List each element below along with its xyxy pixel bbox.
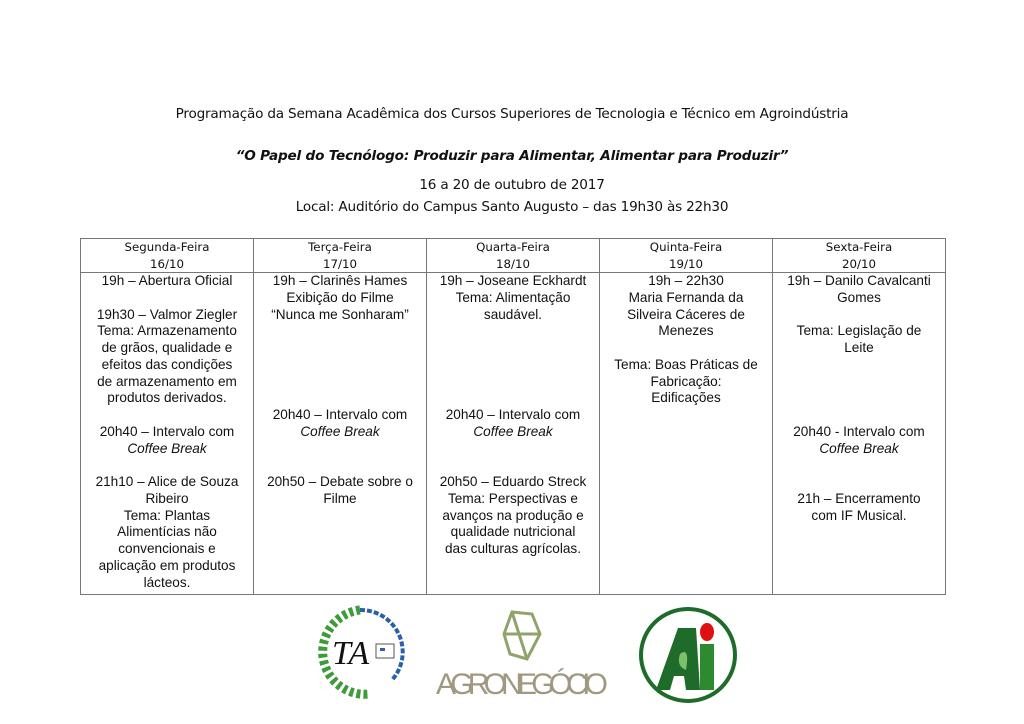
program-line: de armazenamento em [97, 373, 237, 389]
day-name: Terça-Feira [308, 240, 372, 254]
blank-line [254, 357, 426, 374]
program-line: Edificações [651, 390, 721, 406]
program-line: 20h50 – Debate sobre o [267, 474, 413, 489]
program-line: Maria Fernanda da [628, 289, 744, 305]
blank-line [81, 407, 253, 424]
ai-logo [638, 606, 738, 704]
program-line: Ribeiro [145, 490, 189, 506]
blank-line [254, 340, 426, 357]
program-line: Filme [323, 490, 357, 506]
program-line: Gomes [837, 289, 881, 305]
schedule-table [80, 238, 946, 595]
day-program [600, 273, 773, 595]
program-line: 19h – Clarinês Hames [272, 273, 408, 288]
schedule-body-row [81, 273, 946, 595]
ta-logo [310, 602, 410, 702]
day-date: 17/10 [323, 256, 357, 271]
blank-line [81, 457, 253, 474]
day-name: Quinta-Feira [649, 240, 723, 254]
agronegocio-logo [432, 604, 612, 700]
blank-line [254, 374, 426, 391]
program-line: Coffee Break [473, 423, 553, 439]
blank-line [254, 390, 426, 407]
event-theme: “O Papel do Tecnólogo: Produzir para Alimentar, Alimentar para Produzir” [235, 148, 789, 164]
program-line: Coffee Break [127, 440, 207, 456]
program-line: 19h – Danilo Cavalcanti [787, 273, 931, 288]
program-line: qualidade nutricional [450, 524, 576, 540]
blank-line [427, 390, 599, 407]
day-name: Sexta-Feira [825, 240, 893, 254]
program-line: avanços na produção e [442, 507, 584, 523]
program-line: Tema: Perspectivas e [448, 490, 578, 506]
program-line: “Nunca me Sonharam” [271, 306, 409, 322]
program-line: de grãos, qualidade e [101, 340, 233, 355]
program-line: 20h40 – Intervalo com [445, 407, 581, 422]
program-line: 20h50 – Eduardo Streck [439, 474, 587, 489]
program-line: 20h40 – Intervalo com [99, 423, 235, 439]
day-header [600, 239, 773, 273]
program-line: Exibição do Filme [286, 289, 394, 305]
program-line: Menezes [658, 323, 714, 339]
day-program [427, 273, 600, 595]
program-line: Tema: Armazenamento [97, 323, 237, 339]
blank-line [773, 407, 945, 424]
program-line: Tema: Alimentação [455, 289, 571, 305]
blank-line [773, 374, 945, 391]
blank-line [600, 340, 772, 357]
program-line: efeitos das condições [101, 356, 233, 372]
program-line: produtos derivados. [107, 390, 227, 406]
blank-line [427, 340, 599, 357]
program-line: lácteos. [143, 574, 191, 590]
agronegocio-logo-text: AGRONEGÓCIO [436, 668, 608, 700]
day-header [427, 239, 600, 273]
blank-line [427, 374, 599, 391]
blank-line [254, 323, 426, 340]
program-line: Coffee Break [300, 423, 380, 439]
blank-line [81, 290, 253, 307]
day-program [254, 273, 427, 595]
program-line: com IF Musical. [811, 507, 907, 523]
event-location: Local: Auditório do Campus Santo Augusto – das 19h30 às 22h30 [295, 199, 729, 215]
program-line: 19h30 – Valmor Ziegler [96, 306, 238, 322]
program-line: Tema: Legislação de [796, 323, 922, 339]
program-line: Tema: Plantas [123, 507, 211, 523]
program-line: Leite [844, 340, 874, 355]
day-header [773, 239, 946, 273]
day-date: 20/10 [842, 256, 876, 271]
program-line: aplicação em produtos [98, 557, 236, 573]
program-line: 19h – Abertura Oficial [101, 273, 233, 288]
program-line: 19h – Joseane Eckhardt [439, 273, 587, 288]
blank-line [427, 323, 599, 340]
program-line: 19h – 22h30 [648, 273, 724, 288]
program-line: Fabricação: [650, 373, 722, 389]
day-name: Quarta-Feira [476, 240, 550, 254]
day-name: Segunda-Feira [124, 240, 210, 254]
day-date: 18/10 [496, 256, 530, 271]
blank-line [773, 357, 945, 374]
program-line: Coffee Break [819, 440, 899, 456]
program-line: Alimentícias não [117, 524, 217, 540]
blank-line [254, 457, 426, 474]
program-line: saudável. [483, 306, 543, 322]
day-header [81, 239, 254, 273]
program-line: convencionais e [118, 541, 216, 556]
document-title: Programação da Semana Acadêmica dos Cursos Superiores de Tecnologia e Técnico em Agroindústria [175, 106, 849, 122]
day-program [773, 273, 946, 595]
blank-line [773, 307, 945, 324]
blank-line [427, 457, 599, 474]
program-line: Silveira Cáceres de [627, 306, 745, 322]
program-line: das culturas agrícolas. [444, 541, 581, 556]
blank-line [773, 457, 945, 474]
day-date: 16/10 [150, 256, 184, 271]
day-date: 19/10 [669, 256, 703, 271]
day-header [254, 239, 427, 273]
ta-logo-text: TA [332, 635, 370, 672]
blank-line [427, 357, 599, 374]
blank-line [254, 441, 426, 458]
program-line: 21h10 – Alice de Souza [95, 474, 239, 489]
program-line: 20h40 – Intervalo com [272, 407, 408, 422]
program-line: 20h40 - Intervalo com [793, 423, 925, 439]
blank-line [773, 474, 945, 491]
program-line: 21h – Encerramento [797, 490, 921, 506]
day-program [81, 273, 254, 595]
program-line: Tema: Boas Práticas de [614, 356, 758, 372]
schedule-header-row [81, 239, 946, 273]
event-dates: 16 a 20 de outubro de 2017 [419, 177, 605, 193]
blank-line [773, 390, 945, 407]
blank-line [427, 441, 599, 458]
